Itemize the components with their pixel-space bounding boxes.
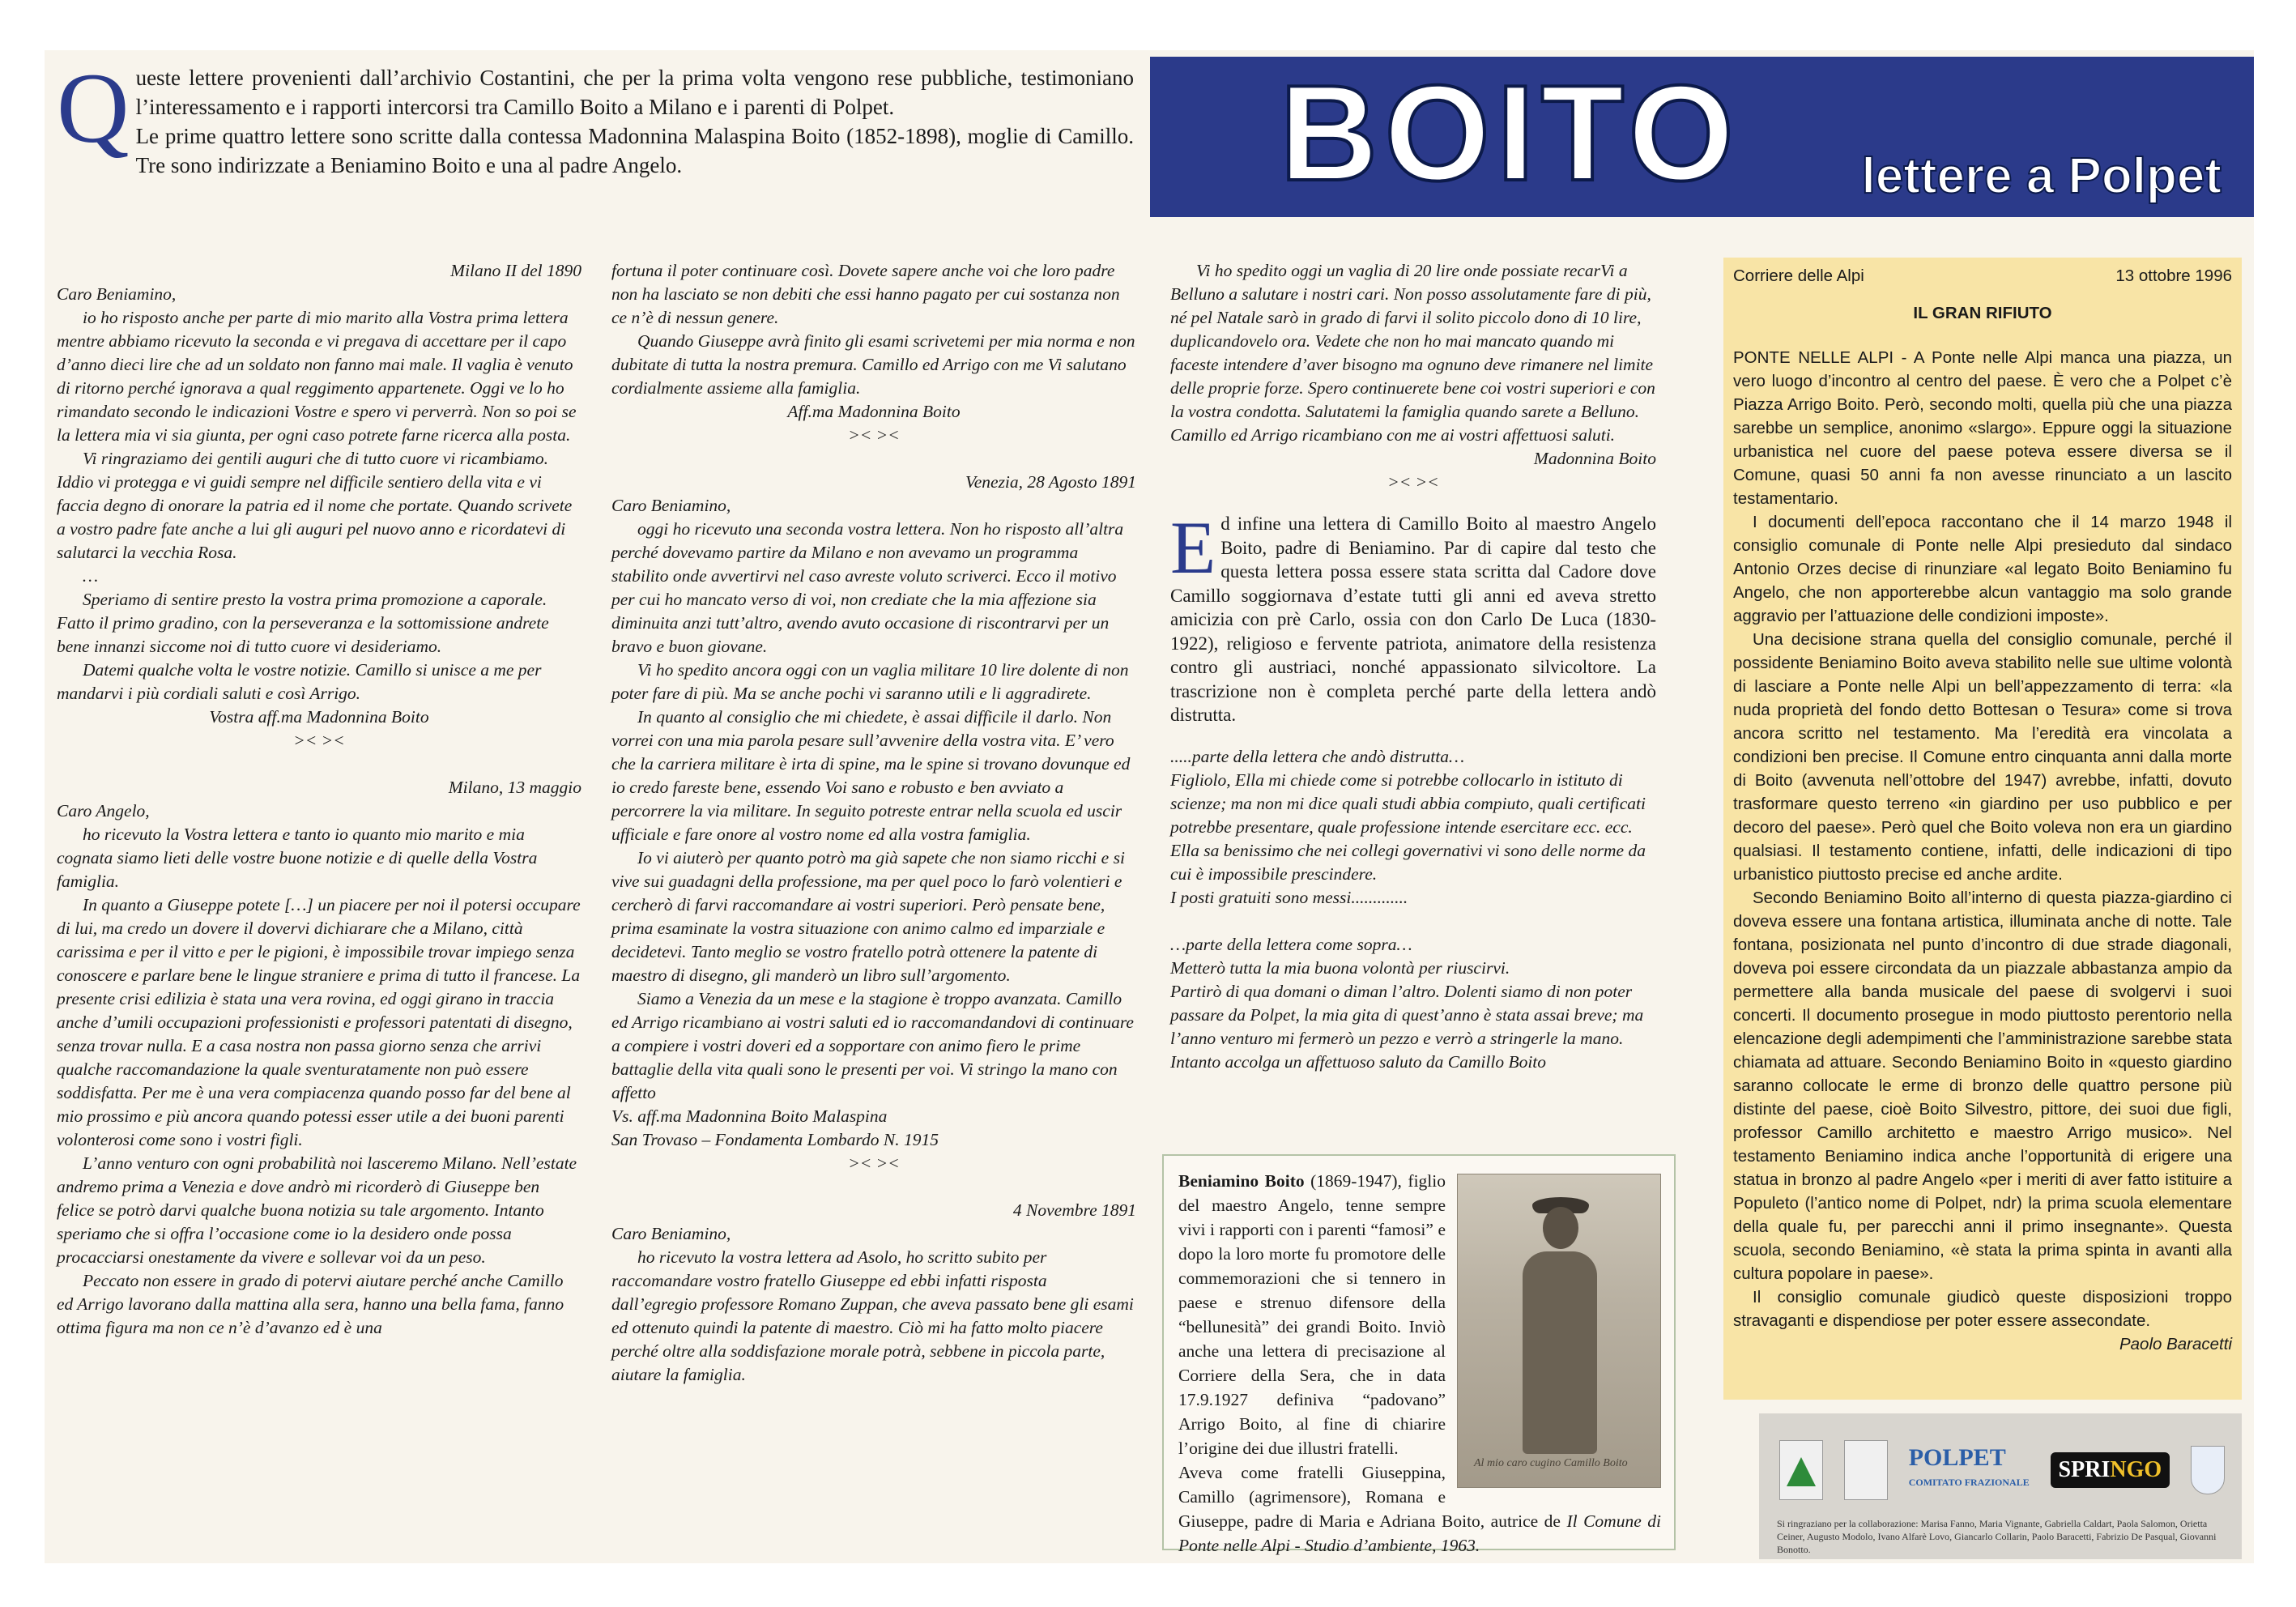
letter-line: Vi ringraziamo dei gentili auguri che di tutto cuore vi ricambiamo. Iddio vi protegga e vi guidi sempre nel difficile sentiero della vita e vi faccia degno di onorare la patria ed il nome che portate. Quando scrivete a vostro padre fate anche a lui gli auguri pel nuovo anno e ricordatevi di salutarci la vecchia Rosa. [57,449,573,562]
letter-line: Speriamo di sentire presto la vostra prima promozione a caporale. Fatto il primo gradino, con la perseveranza e la sottomissione andrete bene innanzi siccome noi di tutto cuore vi desideriamo. [57,590,549,656]
letter-line: Io vi aiuterò per quanto potrò ma già sapete che non siamo ricchi e si vive sui guadagni della professione, ma per quel poco lo farò volentieri e cercherò di farvi raccomandare ai vostri superiori. Però pensate bene, prima esaminate la vostra situazione con animo calmo ed imparziale e decidetevi. Tanto meglio se vostro fratello potrà ottenere la patente di maestro di disegno, gli manderò un libro sull’argomento. [611,848,1125,985]
letter-line: 4 Novembre 1891 [1012,1200,1136,1220]
letter-line: Vs. aff.ma Madonnina Boito Malaspina [611,1106,888,1126]
letter-line: In quanto al consiglio che mi chiedete, è assai difficile il darlo. Non vorrei con una mia parola pesare sull’avvenire della vostra vita. E’ vero che la carriera militare è irta di spine, ma le spine si trovano dovunque ed io credo fareste bene, essendo Voi sano e robusto e ben avviato a percorrere la via militare. In seguito potreste entrar nella scuola ed uscir ufficiale e fare onore al vostro nome ed alla vostra famiglia. [611,707,1131,844]
article-header [1733,264,2232,288]
letter-line [57,752,581,776]
letters-column-3 [1170,259,1656,1074]
letter-line [1170,910,1656,933]
intro-block [57,53,1134,180]
biography-box [1162,1154,1676,1555]
letter-line: >< >< [1387,472,1439,492]
letter-line: Vi ho spedito oggi un vaglia di 20 lire onde possiate recarVi a Belluno a salutare i nostri cari. Non posso assolutamente fare di più, né pel Natale sarò in grado di farvi il solito piccolo dono di 10 lire, duplicandovelo ora. Vedete che non ho mai mancato quando mi faceste intendere d’aver bisogno ma ognuno deve rimanere nel limite delle proprie forze. Spero continuerete bene coi vostri superiori e con la vostra condotta. Salutatemi la famiglia quando sarete a Belluno. Camillo ed Arrigo ricambiano con me ai vostri affettuosi saluti. [1170,261,1655,445]
letter-line: Caro Beniamino, [611,496,731,515]
letter-line: …parte della lettera come sopra… [1170,934,1412,954]
letter-line: Vi ho spedito ancora oggi con un vaglia militare 10 lire dolente di non poter fare di più. Ma se anche pochi vi saranno utili e li aggradirete. [611,660,1129,703]
banner-subtitle: lettere a Polpet [1861,148,2221,204]
letter-line: I posti gratuiti sono messi............. [1170,887,1408,907]
biography-text [1178,1169,1661,1558]
newspaper-article [1723,258,2242,1400]
article-paragraph-2: I documenti dell’epoca raccontano che il 14 marzo 1948 il consiglio comunale di Ponte nelle Alpi presieduto dal sindaco Antonio Orzes decise di rinunziare «al legato Boito Beniamino fu Angelo, che non apporterebbe alcun vantaggio ma solo grande aggravio per l’attuazione delle condizioni imposte». [1733,513,2232,625]
thanks-text: Si ringraziano per la collaborazione: Marisa Fanno, Maria Vignante, Gabriella Caldart, Paola Salomon, Orietta Ceiner, Augusto Modolo, Ivano Alfarè Lovo, Giancarlo Collarin, Paolo Baracetti, Fabrizio De Pasqual, Giovanni Bonotto. [1777,1518,2217,1555]
letter-line: Quando Giuseppe avrà finito gli esami scrivetemi per mia norma e non dubitate di tutta la nostra premura. Camillo ed Arrigo con me Vi salutano cordialmente assieme alla famiglia. [611,331,1135,398]
sprint-logo [2051,1452,2170,1488]
letter-line: Madonnina Boito [1533,449,1656,468]
intro-paragraph-2: Le prime quattro lettere sono scritte dalla contessa Madonnina Malaspina Boito (1852-1898), moglie di Camillo. Tre sono indirizzate a Beniamino Boito e una al padre Angelo. [135,124,1134,177]
letter-line: >< >< [848,425,900,445]
letters-column-1 [57,259,581,1340]
letter-line: >< >< [848,1153,900,1173]
letter-line: ho ricevuto la Vostra lettera e tanto io quanto mio marito e mia cognata siamo lieti delle vostre buone notizie e di quelle della Vostra famiglia. [57,825,538,891]
letter-line: Siamo a Venezia da un mese e la stagione è troppo avanzata. Camillo ed Arrigo ricambiano ai vostri saluti ed io raccomandandovi di continuare a compiere i vostri doveri ed a sopportare con animo fiero le prime battaglie della vita quali sono le presenti per voi. Vi stringo la mano con affetto [611,989,1134,1102]
letter-line: Aff.ma Madonnina Boito [787,402,961,421]
letter-line: Metterò tutta la mia buona volontà per riuscirvi. [1170,957,1510,978]
sprint-logo-a: SPRI [2058,1457,2111,1482]
intro-dropcap: Q [57,53,130,164]
letter-line: Peccato non essere in grado di potervi aiutare perché anche Camillo ed Arrigo lavorano dalla mattina alla sera, hanno una bella fama, fanno ottima figura ma non ce n’è d’avanzo ed è una [57,1271,564,1337]
letter-line: oggi ho ricevuto una seconda vostra lettera. Non ho risposto all’altra perché dovevamo partire da Milano e non avevamo un programma stabilito onde avvertirvi nel caso avreste voluto scriverci. Ecco il motivo per cui ho mancato verso di voi, non crediate che la mia affezione sia diminuita anzi tutt’altro, avendo avuto occasione di riscontrarvi per un bravo e buon giovane. [611,519,1124,656]
sponsors-box [1759,1413,2242,1559]
article-date: 13 ottobre 1996 [2115,266,2232,285]
article-title: IL GRAN RIFIUTO [1913,304,2052,322]
letter-line: Partirò di qua domani o diman l’altro. Dolenti siamo di non poter passare da Polpet, la mia gita di quest’anno è stata assai breve; ma l’anno venturo mi fermerò un pezzo e verrò a stringerle la mano. Intanto accolga un affettuoso saluto da Camillo Boito [1170,981,1644,1072]
letter-continuation [1170,259,1656,494]
letter-line [611,447,1136,471]
photo-figure-body [1523,1251,1597,1454]
letter-line: Vostra aff.ma Madonnina Boito [209,707,429,727]
letter-line: Venezia, 28 Agosto 1891 [965,472,1136,492]
letter-line: L’anno venturo con ogni probabilità noi lasceremo Milano. Nell’estate andremo prima a Venezia e dove andrò mi ricorderò di Giuseppe ben felice se potrò darvi qualche buona notizia su tale argomento. Intanto speriamo che si offra l’occasione come io la desidero onde possa procacciarsi onestamente da vivere e sollevar voi da un peso. [57,1153,577,1267]
letter-line: Caro Angelo, [57,801,150,821]
letters-column-2 [611,259,1136,1387]
bio-name: Beniamino Boito [1178,1171,1305,1191]
letter-line: Caro Beniamino, [611,1224,731,1243]
letter-line: .....parte della lettera che andò distrutta… [1170,746,1465,766]
article-source: Corriere delle Alpi [1733,266,1864,285]
polpet-logo: POLPET COMITATO FRAZIONALE [1908,1444,2030,1488]
letter-line [611,1175,1136,1199]
letter-line: Milano II del 1890 [450,261,581,280]
banner-title: BOITO [1280,57,1740,209]
letter-line: Datemi qualche volta le vostre notizie. Camillo si unisce a me per mandarvi i più cordiali saluti e così Arrigo. [57,660,542,703]
letter-line: … [83,566,99,586]
bio-book-title: Il Comune di Ponte nelle Alpi - Studio d’ambiente, 1963. [1178,1511,1661,1555]
comune-crest-icon [2191,1446,2225,1494]
sponsor-logos [1779,1438,2225,1503]
letter-line: ho ricevuto la vostra lettera ad Asolo, ho scritto subito per raccomandare vostro fratello Giuseppe ed ebbi infatti risposta dall’egregio professore Romano Zuppan, che aveva passato bene gli esami ed ottenuto quindi la patente di maestro. Ciò mi ha fatto molto piacere perché oltre alla soddisfazione morale potrà, sebbene in piccola parte, aiutare la famiglia. [611,1247,1134,1384]
camillo-letter [1170,745,1656,1074]
camillo-intro [1170,506,1656,727]
photo-dedication: Al mio caro cugino Camillo Boito [1474,1457,1628,1469]
letter-line: Milano, 13 maggio [448,778,581,797]
letter-line: fortuna il poter continuare così. Dovete sapere anche voi che loro padre non ha lasciato se non debiti che essi hanno pagato per cui sostanza non ce n’è di nessun genere. [611,261,1120,327]
polpet-emblem-icon [1844,1440,1888,1500]
bio-text-2: Aveva come fratelli Giuseppina, Camillo (agrimensore), Romana e Giuseppe, padre di Maria e Adriana Boito, autrice de [1178,1463,1567,1531]
bio-text-1: (1869-1947), figlio del maestro Angelo, tenne sempre vivi i rapporti con i parenti “famosi” e dopo la loro morte fu promotore delle commemorazioni che si tennero in paese e strenuo difensore della “bellunesità” dei grandi Boito. Inviò anche una lettera di precisazione al Corriere della Sera, che in data 17.9.1927 definiva “padovano” Arrigo Boito, al fine di chiarire l’origine dei due illustri fratelli. [1178,1171,1446,1458]
dolomiti-logo-icon [1779,1440,1823,1500]
article-signature: Paolo Baracetti [2119,1335,2232,1353]
letter-line: Caro Beniamino, [57,284,177,304]
article-paragraph-1: PONTE NELLE ALPI - A Ponte nelle Alpi manca una piazza, un vero luogo d’incontro al centro del paese. È vero che a Polpet c’è Piazza Arrigo Boito. Però, secondo molti, quella più che una piazza sarebbe un semplice, anonimo «slargo». Eppure oggi la situazione urbanistica nel cuore del paese poteva essere diversa se il Comune, quasi 50 anni fa non avesse rinunciato a un lascito testamentario. [1733,348,2232,508]
intro-paragraph-1: ueste lettere provenienti dall’archivio Costantini, che per la prima volta vengono rese pubbliche, testimoniano l’interessamento e i rapporti intercorsi tra Camillo Boito a Milano e i parenti di Polpet. [135,66,1134,119]
camillo-intro-text: d infine una lettera di Camillo Boito al maestro Angelo Boito, padre di Beniamino. Par di capire dal testo che questa lettera possa essere stata scritta dal Cadore dove Camillo soggiornava d’estate tutti gli anni ed aveva stretto amicizia con prè Carlo, ossia con don Carlo De Luca (1830-1922), religioso e fervente patriota, animatore della resistenza contro gli austriaci, nonché appassionato silvicoltore. La trascrizione non è completa perché parte della lettera andò distrutta. [1170,514,1656,725]
sprint-logo-b: NGO [2110,1457,2162,1482]
article-paragraph-3: Una decisione strana quella del consiglio comunale, perché il possidente Beniamino Boito aveva stabilito nelle sue ultime volontà di lasciare a Ponte nelle Alpi un bell’appezzamento di terra: «la nuda proprietà del fondo detto Bottesan o Tesura» come si trova ancora scritto nel testamento. Ma l’eredità era vincolata a condizioni ben precise. Il Comune entro cinquanta anni dalla morte di Boito (avvenuta nell’ottobre del 1947) avrebbe, infatti, dovuto trasformare questo terreno «in giardino per uso pubblico e per decoro del paese». Però quel che Boito voleva non era un giardino qualsiasi. Il testamento contiene, infatti, delle indicazioni di tipo urbanistico piuttosto precise ed anche ardite. [1733,630,2232,884]
photo-figure-head [1543,1207,1578,1249]
letter-line: Figliolo, Ella mi chiede come si potrebbe collocarlo in istituto di scienze; ma non mi dice quali studi abbia compiuto, quali certificati potrebbe presentare, quale professione intende esercitare ecc. ecc. [1170,769,1646,837]
title-banner [1150,57,2254,217]
article-paragraph-5: Il consiglio comunale giudicò queste disposizioni troppo stravaganti e dispendiose per poter essere assecondate. [1733,1288,2232,1330]
letter-line: Ella sa benissimo che nei collegi governativi vi sono delle norme da cui è impossibile prescindere. [1170,840,1646,884]
letter-line: io ho risposto anche per parte di mio marito alla Vostra prima lettera mentre abbiamo ricevuto la seconda e vi pregava di accettare per il capo d’anno dieci lire che ad un soldato non fanno mai male. Il vaglia è venuto di ritorno perché ignorava a qual reggimento appartenete. Oggi ve lo ho rimandato secondo le indicazioni Vostre e spero vi perverrà. Non so poi se la lettera mia vi sia giunta, per ogni caso potrete farne ricerca alla posta. [57,308,577,445]
article-paragraph-4: Secondo Beniamino Boito all’interno di questa piazza-giardino ci doveva essere una fontana artistica, illuminata anche di notte. Tale fontana, posizionata nel punto d’incontro di due strade diagonali, doveva poi essere circondata da un piazzale abbastanza ampio da permettere alla banda musicale del paese di svolgervi i suoi concerti. Il documento prosegue in modo piuttosto perentorio nella elencazione degli adempimenti che l’amministrazione sarebbe stata chiamata ad attuare. Secondo Beniamino Boito in «questo giardino saranno collocate le erme di bronzo delle quattro persone più distinte del paese, cioè Boito Silvestro, pittore, dei suoi due figli, professor Camillo architetto e maestro Arrigo musico». Nel testamento Beniamino indica anche l’opportunità di erigere una statua in bronzo al padre Angelo «per i meriti di aver fatto istituire a Populeto (l’antico nome di Polpet, ndr) la prima scuola elementare della quale fu, per parecchi anni il primo insegnante». Questa scuola, secondo Beniamino, «è stata la prima spinta in avanti alla cultura popolare in paese». [1733,889,2232,1283]
letter-line: In quanto a Giuseppe potete […] un piacere per noi il potersi occupare di lui, ma credo un dovere il dovervi dichiarare che a Milano, città carissima e per il vitto e per le pigioni, è impossibile trovar impiego senza conoscere e parlare bene le lingue straniere e prima di tutto il francese. La presente crisi edilizia è stata una vera rovina, ed oggi girano in traccia anche d’umili occupazioni professionisti e professori patentati di disegno, senza trovar nulla. E a casa nostra non passa giorno senza che arrivi qualche raccomandazione la quale sventuratamente non può essere soddisfatta. Per me è una vera compiacenza quando posso far del bene al mio prossimo e più ancora quando potessi esser utile a dei buoni parenti volonterosi come sono i vostri figli. [57,895,581,1149]
letter-line: >< >< [293,731,345,750]
beniamino-photo [1457,1174,1661,1488]
camillo-dropcap: E [1170,506,1216,589]
letter-line: San Trovaso – Fondamenta Lombardo N. 1915 [611,1130,939,1149]
